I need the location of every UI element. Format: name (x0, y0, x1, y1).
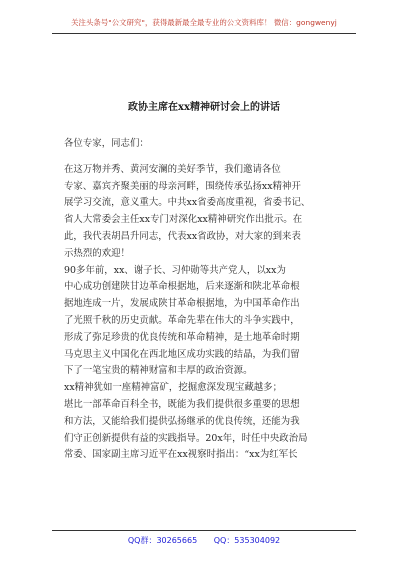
text-line: 示热烈的欢迎！ (64, 247, 130, 259)
text-line: 展学习交流，意义重大。中共xx省委高度重视，省委书记、 (64, 197, 311, 209)
text-line: 中心成功创建陕甘边革命根据地，后来逐渐和陕北革命根 (64, 281, 300, 293)
text-line: 和方法，又能给我们提供弘扬继承的优良传统，还能为我 (64, 415, 300, 427)
text-line: 们守正创新提供有益的实践指导。20x年，时任中央政治局 (64, 432, 308, 444)
text-line: 马克思主义中国化在西北地区成功实践的结晶，为我们留 (64, 348, 300, 360)
document-body (64, 136, 366, 464)
text-line: 专家、嘉宾齐聚美丽的母亲河畔，围绕传承弘扬xx精神开 (64, 180, 301, 192)
text-line: 据地连成一片，发展成陕甘革命根据地，为中国革命作出 (64, 298, 300, 310)
text-line: 堪比一部革命百科全书，既能为我们提供很多重要的思想 (64, 398, 300, 410)
paragraph-salutation (64, 136, 366, 153)
footer-contact (52, 535, 356, 546)
paragraph-gap (64, 153, 366, 162)
header-notice: 关注头条号"公文研究"，获得最新最全最专业的公文资料库！ 微信：gongwenyj (71, 18, 337, 27)
text-line: 各位专家，同志们： (64, 138, 149, 149)
paragraph-history (64, 263, 366, 381)
footer-qq: QQ：535304092 (213, 536, 281, 545)
text-line: xx精神犹如一座精神富矿，挖掘愈深发现宝藏越多； (64, 382, 283, 394)
paragraph-spirit (64, 380, 366, 464)
footer-divider (52, 530, 356, 531)
text-line: 常委、国家副主席习近平在xx视察时指出：“xx为红军长 (64, 449, 298, 461)
text-line: 了光照千秋的历史贡献。革命先辈在伟大的斗争实践中， (64, 314, 300, 326)
paragraph-welcome (64, 162, 366, 263)
text-line: 在这万物并秀、黄河安澜的美好季节，我们邀请各位 (64, 163, 281, 175)
header-divider (52, 33, 356, 34)
text-line: 下了一笔宝贵的精神财富和丰厚的政治资源。 (64, 365, 253, 377)
footer-qq-group: QQ群：30265665 (127, 536, 198, 545)
text-line: 形成了弥足珍贵的优良传统和革命精神，是土地革命时期 (64, 331, 300, 343)
document-title: 政协主席在xx精神研讨会上的讲话 (128, 102, 280, 113)
text-line: 此，我代表胡昌升同志，代表xx省政协，对大家的到来表 (64, 230, 301, 242)
text-line: 省人大常委会主任xx专门对深化xx精神研究作出批示。在 (64, 214, 303, 226)
text-line: 90多年前，xx、谢子长、习仲勋等共产党人，以xx为 (64, 264, 286, 276)
